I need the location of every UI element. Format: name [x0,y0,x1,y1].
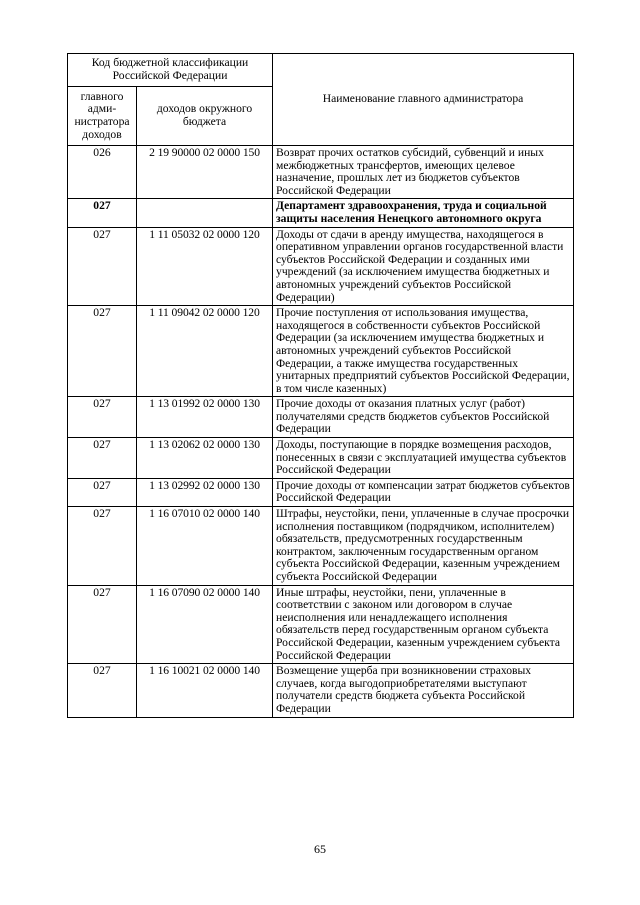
administrator-name-cell: Прочие поступления от использования имущества, находящегося в собственности субъектов Российской Федерации (за исключением имущества бюджетных и автономных учреждений субъектов Российской Федерации, а также имущества государственных унитарных предприятий субъектов Российской Федерации, в том числе казенных) [273,306,574,397]
admin-code-cell: 027 [68,507,137,586]
table-row [68,478,574,506]
administrator-name-cell: Доходы, поступающие в порядке возмещения расходов, понесенных в связи с эксплуатацией имущества субъектов Российской Федерации [273,438,574,479]
income-code-cell: 1 16 07010 02 0000 140 [137,507,273,586]
administrator-name-cell: Возврат прочих остатков субсидий, субвенций и иных межбюджетных трансфертов, имеющих целевое назначение, прошлых лет из бюджетов субъектов Российской Федерации [273,146,574,199]
income-code-cell: 1 16 07090 02 0000 140 [137,585,273,664]
admin-code-cell: 027 [68,478,137,506]
administrator-name-cell: Прочие доходы от компенсации затрат бюджетов субъектов Российской Федерации [273,478,574,506]
header-code-group: Код бюджетной классификации Российской Федерации [68,54,273,87]
income-code-cell: 2 19 90000 02 0000 150 [137,146,273,199]
header-row-group [68,54,574,87]
header-district-income: доходов окружного бюджета [137,87,273,146]
table-row [68,507,574,586]
header-main-administrator: главного адми-нистратора доходов [68,87,137,146]
admin-code-cell: 027 [68,227,137,306]
income-code-cell: 1 11 05032 02 0000 120 [137,227,273,306]
income-code-cell: 1 13 02992 02 0000 130 [137,478,273,506]
income-code-cell: 1 13 01992 02 0000 130 [137,397,273,438]
table-row [68,664,574,717]
table-row [68,146,574,199]
admin-code-cell: 027 [68,438,137,479]
income-code-cell: 1 13 02062 02 0000 130 [137,438,273,479]
budget-classification-table [67,53,574,718]
admin-code-cell: 027 [68,199,137,227]
page-number: 65 [314,842,326,856]
administrator-name-cell: Иные штрафы, неустойки, пени, уплаченные в соответствии с законом или договором в случае неисполнения или ненадлежащего исполнения обязательств перед государственным органом субъекта Российской Федерации, казенным учреждением субъекта Российской Федерации [273,585,574,664]
table-row [68,227,574,306]
admin-code-cell: 027 [68,664,137,717]
admin-code-cell: 027 [68,585,137,664]
administrator-name-cell: Доходы от сдачи в аренду имущества, находящегося в оперативном управлении органов государственной власти субъектов Российской Федерации и созданных ими учреждений (за исключением имущества бюджетных и автономных учреждений субъектов Российской Федерации) [273,227,574,306]
table-body [68,146,574,718]
table-row [68,438,574,479]
income-code-cell [137,199,273,227]
administrator-name-cell: Департамент здравоохранения, труда и социальной защиты населения Ненецкого автономного округа [273,199,574,227]
administrator-name-cell: Прочие доходы от оказания платных услуг (работ) получателями средств бюджетов субъектов Российской Федерации [273,397,574,438]
table-row [68,585,574,664]
table-row [68,397,574,438]
income-code-cell: 1 11 09042 02 0000 120 [137,306,273,397]
administrator-name-cell: Штрафы, неустойки, пени, уплаченные в случае просрочки исполнения поставщиком (подрядчиком, исполнителем) обязательств, предусмотренных государственным контрактом, заключенным государственным органом субъекта Российской Федерации, казенным учреждением субъекта Российской Федерации [273,507,574,586]
income-code-cell: 1 16 10021 02 0000 140 [137,664,273,717]
administrator-name-cell: Возмещение ущерба при возникновении страховых случаев, когда выгодоприобретателями выступают получатели средств бюджета субъекта Российской Федерации [273,664,574,717]
admin-code-cell: 027 [68,397,137,438]
admin-code-cell: 026 [68,146,137,199]
table-row [68,199,574,227]
header-administrator-name: Наименование главного администратора [273,54,574,146]
table-row [68,306,574,397]
admin-code-cell: 027 [68,306,137,397]
